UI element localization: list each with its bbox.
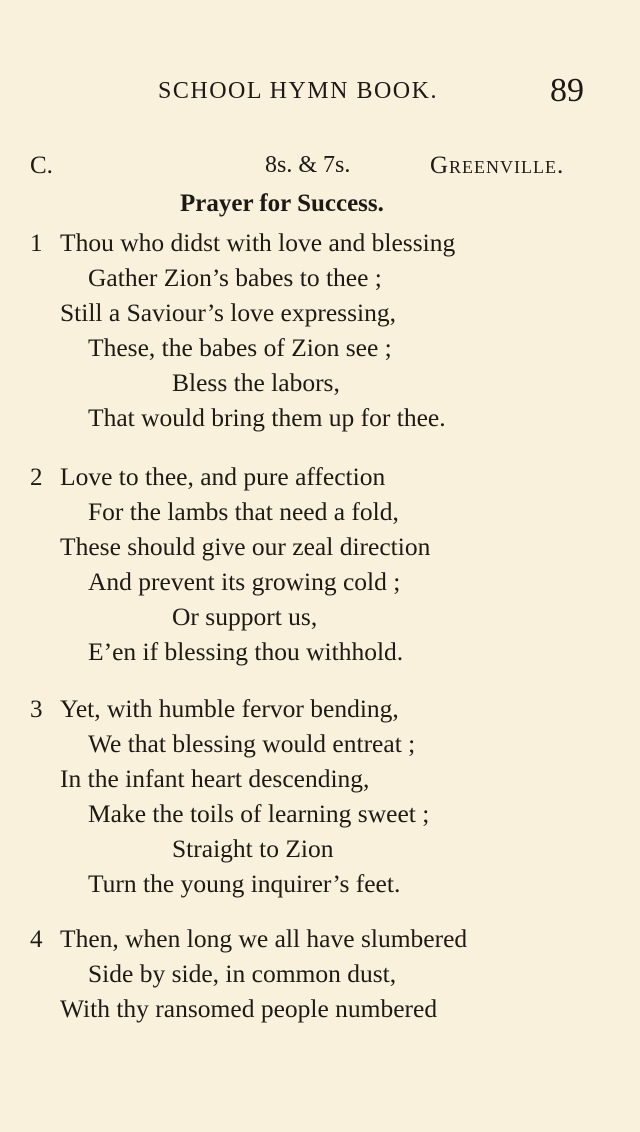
page-number: 89 [550, 72, 584, 109]
verse-line: Yet, with humble fervor bending, [60, 694, 399, 723]
stanza-number: 4 [30, 926, 43, 953]
verse-line: Then, when long we all have slumbered [60, 924, 468, 953]
hymn-meter: 8s. & 7s. [265, 152, 351, 178]
stanza-number: 3 [30, 696, 43, 723]
verse-line: Straight to Zion [172, 834, 334, 863]
verse-line: For the lambs that need a fold, [88, 497, 399, 526]
verse-line: E’en if blessing thou withhold. [88, 637, 404, 666]
verse-line: Make the toils of learning sweet ; [88, 799, 430, 828]
verse-line: Gather Zion’s babes to thee ; [88, 263, 382, 292]
hymn-title: Prayer for Success. [180, 190, 384, 217]
verse-line: With thy ransomed people numbered [60, 994, 438, 1023]
verse-line: Thou who didst with love and blessing [60, 228, 456, 257]
verse-line: And prevent its growing cold ; [88, 567, 401, 596]
hymn-id: C. [30, 152, 53, 179]
verse-line: Turn the young inquirer’s feet. [88, 869, 401, 898]
verse-line: Love to thee, and pure affection [60, 462, 386, 491]
verse-line: We that blessing would entreat ; [88, 729, 416, 758]
verse-line: Side by side, in common dust, [88, 959, 397, 988]
stanza-number: 2 [30, 464, 43, 491]
verse-line: These, the babes of Zion see ; [88, 333, 392, 362]
verse-line: Still a Saviour’s love expressing, [60, 298, 396, 327]
verse-line: Bless the labors, [172, 368, 340, 397]
hymn-tune: Greenville. [430, 152, 565, 179]
verse-line: That would bring them up for thee. [88, 403, 446, 432]
stanza-number: 1 [30, 230, 43, 257]
running-head: SCHOOL HYMN BOOK. [158, 78, 438, 104]
verse-line: Or support us, [172, 602, 318, 631]
verse-line: These should give our zeal direction [60, 532, 431, 561]
verse-line: In the infant heart descending, [60, 764, 370, 793]
